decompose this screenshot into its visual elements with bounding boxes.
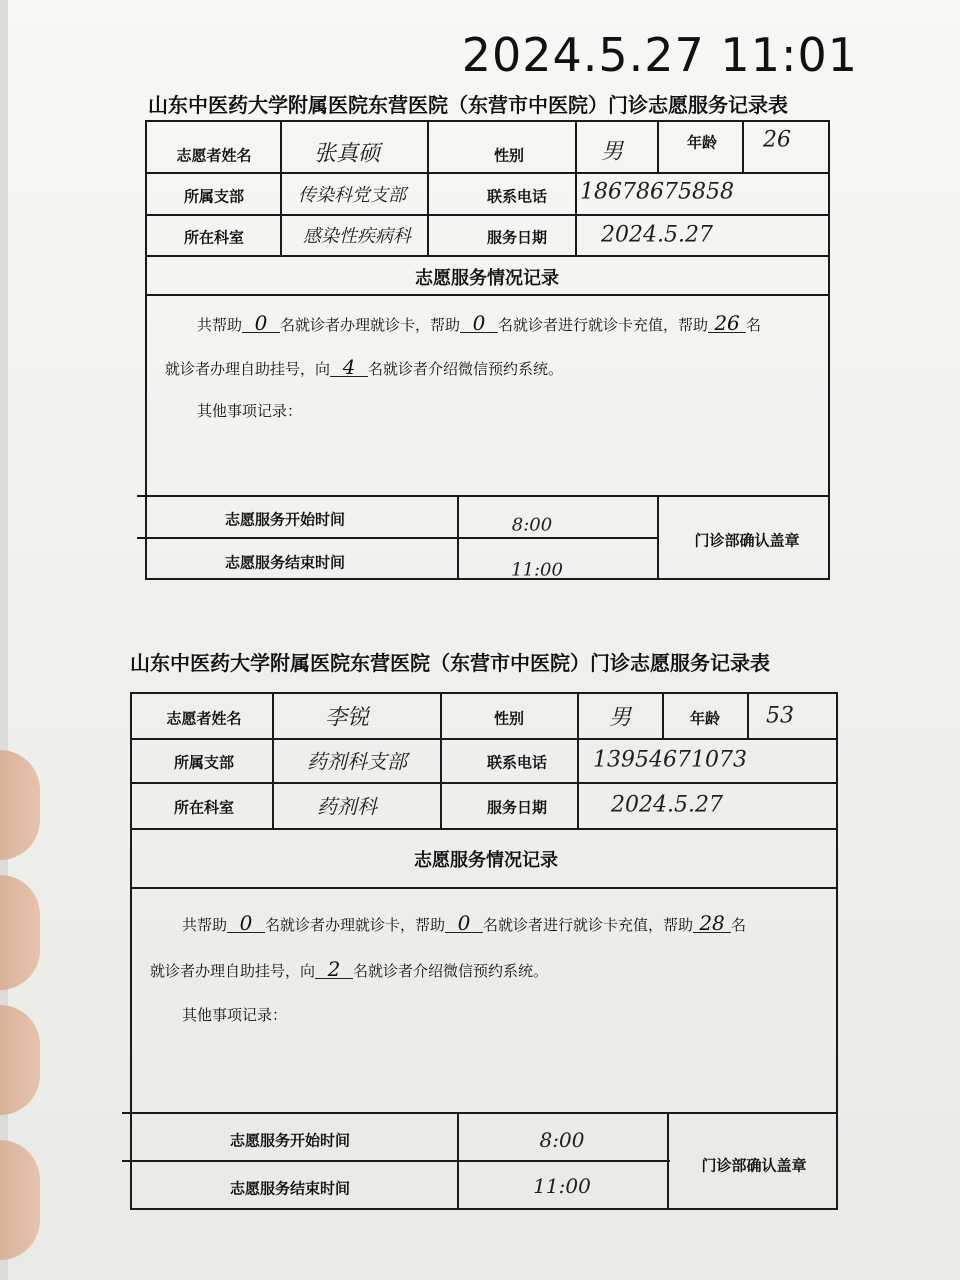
gender-label: 性别: [493, 146, 525, 165]
age-value: 53: [766, 703, 794, 729]
cards-recharged-value: 0: [460, 314, 498, 333]
branch-label: 所属支部: [173, 753, 235, 772]
end-time-label: 志愿服务结束时间: [224, 553, 346, 572]
start-time-label: 志愿服务开始时间: [224, 510, 346, 529]
service-sentence-line1: 共帮助 0 名就诊者办理就诊卡，帮助 0 名就诊者进行就诊卡充值，帮助 26 名: [197, 311, 762, 335]
cards-issued-value: 0: [242, 314, 280, 333]
section-title: 志愿服务情况记录: [415, 268, 559, 289]
department-value: 药剂科: [317, 794, 377, 819]
other-items-label: 其他事项记录：: [197, 402, 303, 420]
age-label: 年龄: [686, 133, 718, 152]
service-sentence-line1: 共帮助 0 名就诊者办理就诊卡，帮助 0 名就诊者进行就诊卡充值，帮助 28 名: [182, 911, 747, 935]
stamp-label: 门诊部确认盖章: [694, 531, 800, 550]
name-label: 志愿者姓名: [176, 146, 252, 165]
record-form-2: [130, 692, 838, 1210]
branch-value: 传染科党支部: [298, 185, 406, 206]
branch-value: 药剂科支部: [307, 749, 407, 774]
phone-label: 联系电话: [486, 187, 548, 206]
name-label: 志愿者姓名: [166, 709, 242, 728]
stamp-label: 门诊部确认盖章: [701, 1156, 807, 1175]
wechat-intro-value: 2: [315, 960, 353, 979]
end-time-value: 11:00: [511, 559, 563, 581]
end-time-label: 志愿服务结束时间: [229, 1179, 351, 1198]
service-date-value: 2024.5.27: [601, 222, 713, 248]
gender-value: 男: [600, 139, 624, 165]
gender-label: 性别: [493, 709, 525, 728]
start-time-value: 8:00: [539, 1128, 585, 1152]
name-value: 李锐: [324, 705, 370, 731]
phone-value: 13954671073: [593, 747, 747, 773]
start-time-value: 8:00: [511, 514, 553, 536]
service-date-label: 服务日期: [486, 228, 548, 247]
age-value: 26: [763, 127, 791, 153]
cards-issued-value: 0: [227, 914, 265, 933]
service-date-label: 服务日期: [486, 798, 548, 817]
service-date-value: 2024.5.27: [611, 792, 723, 818]
other-items-label: 其他事项记录：: [182, 1006, 288, 1024]
section-title: 志愿服务情况记录: [414, 850, 558, 871]
department-value: 感染性疾病科: [303, 226, 411, 247]
phone-value: 18678675858: [580, 179, 734, 205]
department-label: 所在科室: [173, 798, 235, 817]
gender-value: 男: [608, 705, 632, 731]
name-value: 张真硕: [313, 141, 381, 167]
phone-label: 联系电话: [486, 753, 548, 772]
department-label: 所在科室: [183, 228, 245, 247]
self-registration-value: 28: [693, 914, 731, 933]
start-time-label: 志愿服务开始时间: [229, 1131, 351, 1150]
age-label: 年龄: [689, 709, 721, 728]
form-title: 山东中医药大学附属医院东营医院（东营市中医院）门诊志愿服务记录表: [130, 651, 770, 675]
end-time-value: 11:00: [533, 1174, 591, 1198]
self-registration-value: 26: [708, 314, 746, 333]
service-sentence-line2: 就诊者办理自助挂号，向 4 名就诊者介绍微信预约系统。: [165, 355, 564, 379]
record-form-1: [145, 120, 830, 580]
wechat-intro-value: 4: [330, 358, 368, 377]
photo-timestamp: 2024.5.27 11:01: [461, 28, 858, 82]
cards-recharged-value: 0: [445, 914, 483, 933]
form-title: 山东中医药大学附属医院东营医院（东营市中医院）门诊志愿服务记录表: [148, 93, 788, 117]
branch-label: 所属支部: [183, 187, 245, 206]
service-sentence-line2: 就诊者办理自助挂号，向 2 名就诊者介绍微信预约系统。: [150, 957, 549, 981]
